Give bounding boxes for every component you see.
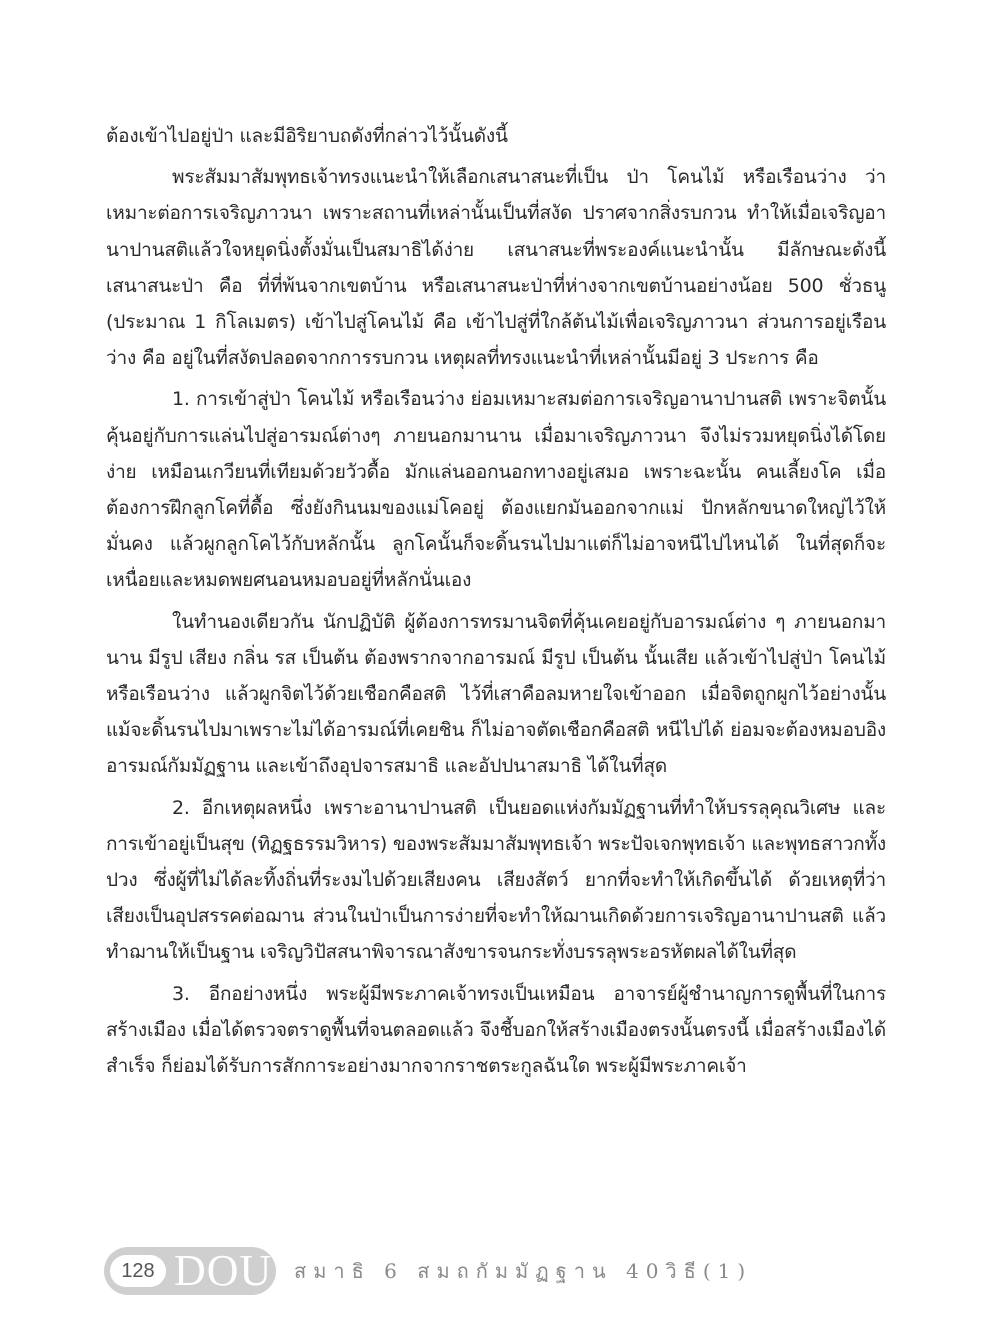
dou-logo: DOU — [174, 1246, 273, 1295]
footer-badge — [104, 1247, 276, 1295]
paragraph-recommended-dwellings: พระสัมมาสัมพุทธเจ้าทรงแนะนำให้เลือกเสนาสนะที่เป็น ป่า โคนไม้ หรือเรือนว่าง ว่าเหมาะต่อการเจริญภาวนา เพราะสถานที่เหล่านั้นเป็นที่สงัด ปราศจากสิ่งรบกวน ทำให้เมื่อเจริญอานาปานสติแล้วใจหยุดนิ่งตั้งมั่นเป็นสมาธิได้ง่าย เสนาสนะที่พระองค์แนะนำนั้น มีลักษณะดังนี้ เสนาสนะป่า คือ ที่ที่พ้นจากเขตบ้าน หรือเสนาสนะป่าที่ห่างจากเขตบ้านอย่างน้อย 500 ชั่วธนู (ประมาณ 1 กิโลเมตร) เข้าไปสู่โคนไม้ คือ เข้าไปสู่ที่ใกล้ต้นไม้เพื่อเจริญภาวนา ส่วนการอยู่เรือนว่าง คือ อยู่ในที่สงัดปลอดจากการรบกวน เหตุผลที่ทรงแนะนำที่เหล่านั้นมีอยู่ 3 ประการ คือ — [106, 166, 886, 370]
paragraph-reason-2: 2. อีกเหตุผลหนึ่ง เพราะอานาปานสติ เป็นยอดแห่งกัมมัฏฐานที่ทำให้บรรลุคุณวิเศษ และการเข้าอยู่เป็นสุข (ทิฏฐธรรมวิหาร) ของพระสัมมาสัมพุทธเจ้า พระปัจเจกพุทธเจ้า และพุทธสาวกทั้งปวง ซึ่งผู้ที่ไม่ได้ละทิ้งถิ่นที่ระงมไปด้วยเสียงคน เสียงสัตว์ ยากที่จะทำให้เกิดขึ้นได้ ด้วยเหตุที่ว่า เสียงเป็นอุปสรรคต่อฌาน ส่วนในป่าเป็นการง่ายที่จะทำให้ฌานเกิดด้วยการเจริญอานาปานสติ แล้วทำฌานให้เป็นฐาน เจริญวิปัสสนาพิจารณาสังขารจนกระทั่งบรรลุพระอรหัตผลได้ในที่สุด — [106, 796, 886, 964]
book-title: สมาธิ 6 สมถกัมมัฏฐาน 40วิธี(1) — [294, 1259, 753, 1283]
paragraph-analogy: ในทำนองเดียวกัน นักปฏิบัติ ผู้ต้องการทรมานจิตที่คุ้นเคยอยู่กับอารมณ์ต่าง ๆ ภายนอกมานาน มีรูป เสียง กลิ่น รส เป็นต้น ต้องพรากจากอารมณ์ มีรูป เป็นต้น นั้นเสีย แล้วเข้าไปสู่ป่า โคนไม้ หรือเรือนว่าง แล้วผูกจิตไว้ด้วยเชือกคือสติ ไว้ที่เสาคือลมหายใจเข้าออก เมื่อจิตถูกผูกไว้อย่างนั้น แม้จะดิ้นรนไปมาเพราะไม่ได้อารมณ์ที่เคยชิน ก็ไม่อาจตัดเชือกคือสติ หนีไปได้ ย่อมจะต้องหมอบอิงอารมณ์กัมมัฏฐาน และเข้าถึงอุปจารสมาธิ และอัปปนาสมาธิ ได้ในที่สุด — [106, 610, 886, 778]
page-footer — [104, 1246, 752, 1296]
paragraph-reason-3: 3. อีกอย่างหนึ่ง พระผู้มีพระภาคเจ้าทรงเป็นเหมือน อาจารย์ผู้ชำนาญการดูพื้นที่ในการสร้างเมือง เมื่อได้ตรวจตราดูพื้นที่จนตลอดแล้ว จึงชี้บอกให้สร้างเมืองตรงนั้นตรงนี้ เมื่อสร้างเมืองได้สำเร็จ ก็ย่อมได้รับการสักการะอย่างมากจากราชตระกูลฉันใด พระผู้มีพระภาคเจ้า — [106, 982, 886, 1078]
page-body — [106, 118, 886, 1089]
paragraph-reason-1: 1. การเข้าสู่ป่า โคนไม้ หรือเรือนว่าง ย่อมเหมาะสมต่อการเจริญอานาปานสติ เพราะจิตนั้นคุ้นอยู่กับการแล่นไปสู่อารมณ์ต่างๆ ภายนอกมานาน เมื่อมาเจริญภาวนา จึงไม่รวมหยุดนิ่งได้โดยง่าย เหมือนเกวียนที่เทียมด้วยวัวดื้อ มักแล่นออกนอกทางอยู่เสมอ เพราะฉะนั้น คนเลี้ยงโค เมื่อต้องการฝึกลูกโคที่ดื้อ ซึ่งยังกินนมของแม่โคอยู่ ต้องแยกมันออกจากแม่ ปักหลักขนาดใหญ่ไว้ให้มั่นคง แล้วผูกลูกโคไว้กับหลักนั้น ลูกโคนั้นก็จะดิ้นรนไปมาแต่ก็ไม่อาจหนีไปไหนได้ ในที่สุดก็จะเหนื่อยและหมดพยศนอนหมอบอยู่ที่หลักนั่นเอง — [106, 388, 886, 592]
page-number: 128 — [110, 1255, 166, 1287]
paragraph-intro: ต้องเข้าไปอยู่ป่า และมีอิริยาบถดังที่กล่าวไว้นั้นดังนี้ — [106, 125, 508, 147]
